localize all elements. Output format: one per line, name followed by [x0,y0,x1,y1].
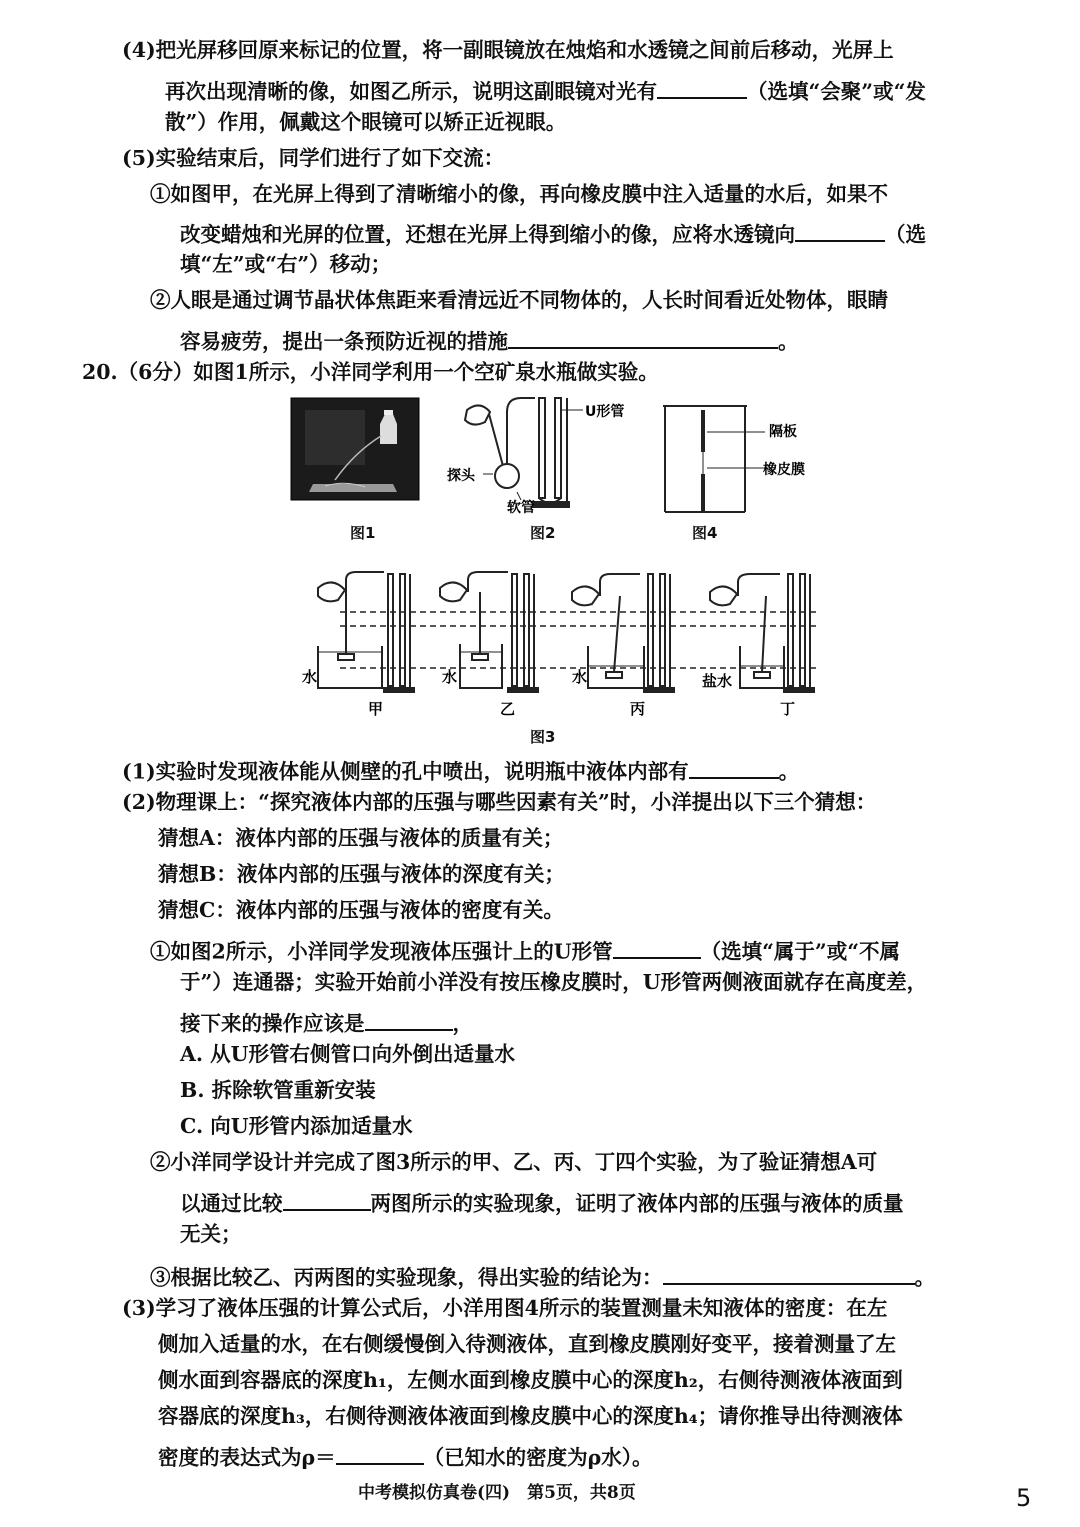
text: 。 [778,759,800,784]
partition-label: 隔板 [769,424,797,440]
text: 。 [778,329,799,354]
q20-guess-b: 猜想B：液体内部的压强与液体的深度有关； [158,862,565,886]
caption-yi: 乙 [500,700,516,718]
caption-bing: 丙 [630,700,646,718]
q20-s1-line3 [180,1008,473,1034]
text: ①如图2所示，小洋同学发现液体压强计上的U形管 [150,939,613,964]
text: （选 [885,222,926,247]
q20-s2-line1: ②小洋同学设计并完成了图3所示的甲、乙、丙、丁四个实验，为了验证猜想A可 [150,1150,878,1174]
water-label-jia: 水 [302,668,318,686]
fig4-caption: 图4 [692,524,718,542]
q20-p3-line2: 侧加入适量的水，在右侧缓慢倒入待测液体，直到橡皮膜刚好变平，接着测量了左 [158,1332,896,1356]
text: (1)实验时发现液体能从侧壁的孔中喷出，说明瓶中液体内部有 [122,759,689,784]
q20-title: 20.（6分）如图1所示，小洋同学利用一个空矿泉水瓶做实验。 [82,360,659,384]
text: （已知水的密度为ρ水）。 [423,1445,653,1470]
option-b: B. 拆除软管重新安装 [180,1078,376,1102]
q19-p5a-line3: 填“左”或“右”）移动； [180,252,392,276]
fig2-manometer [465,398,583,507]
probe-label: 探头 [447,468,475,484]
setup-bing [572,574,674,692]
q20-guess-c: 猜想C：液体内部的压强与液体的密度有关。 [158,898,564,922]
text: （选填“会聚”或“发 [747,79,926,104]
q19-p4-line1: (4)把光屏移回原来标记的位置，将一副眼镜放在烛焰和水透镜之间前后移动，光屏上 [122,38,894,62]
q20-p3-line3: 侧水面到容器底的深度h₁，左侧水面到橡皮膜中心的深度h₂，右侧待测液体液面到 [158,1368,903,1392]
q19-p5b-line1: ②人眼是通过调节晶状体焦距来看清远近不同物体的，人长时间看近处物体，眼睛 [150,288,888,312]
caption-jia: 甲 [368,700,384,718]
text: 容易疲劳，提出一条预防近视的措施 [180,329,508,354]
text: ③根据比较乙、丙两图的实验现象，得出实验的结论为： [150,1265,663,1290]
answer-blank[interactable] [613,936,701,959]
fig1-caption: 图1 [350,524,376,542]
fig3-experiments [290,568,830,720]
q20-p1 [122,756,799,782]
q20-s1-line1 [150,936,900,962]
answer-blank[interactable] [657,76,747,99]
answer-blank[interactable] [663,1262,915,1285]
q20-p2: (2)物理课上：“探究液体内部的压强与哪些因素有关”时，小洋提出以下三个猜想： [122,790,877,814]
membrane-label: 橡皮膜 [763,462,805,478]
fig3-caption: 图3 [530,728,556,746]
fig2-caption: 图2 [530,524,556,542]
fig4-container [663,406,765,512]
q19-p4-line2 [165,76,926,102]
answer-blank[interactable] [795,219,885,242]
q19-p5-line1: (5)实验结束后，同学们进行了如下交流： [122,146,505,170]
q19-p5a-line2 [180,219,926,245]
q19-p5a-line1: ①如图甲，在光屏上得到了清晰缩小的像，再向橡皮膜中注入适量的水后，如果不 [150,182,888,206]
figures-top-row [285,392,825,540]
option-a: A. 从U形管右侧管口向外倒出适量水 [180,1042,516,1066]
water-label-yi: 水 [442,668,458,686]
option-c: C. 向U形管内添加适量水 [180,1114,413,1138]
answer-blank[interactable] [689,756,779,779]
answer-blank[interactable] [365,1008,453,1031]
text: （选填“属于”或“不属 [700,939,901,964]
u-tube-label: U形管 [585,404,625,420]
text: 接下来的操作应该是 [180,1011,365,1036]
salt-water-label: 盐水 [702,672,733,690]
water-label-bing: 水 [572,668,588,686]
text: ， [452,1011,473,1036]
q20-s2-line2 [180,1188,904,1214]
page-number: 5 [1016,1484,1032,1512]
text: 两图所示的实验现象，证明了液体内部的压强与液体的质量 [370,1191,904,1216]
q20-p3-line5 [158,1442,653,1468]
text: 再次出现清晰的像，如图乙所示，说明这副眼镜对光有 [165,79,657,104]
q20-s1-line2: 于”）连通器；实验开始前小洋没有按压橡皮膜时，U形管两侧液面就存在高度差， [180,970,928,994]
text: 密度的表达式为ρ＝ [158,1445,336,1470]
answer-blank[interactable] [508,326,778,349]
text: 。 [914,1265,935,1290]
answer-blank[interactable] [283,1188,371,1211]
q19-p5b-line2 [180,326,799,352]
caption-ding: 丁 [780,700,796,718]
answer-blank[interactable] [336,1442,424,1465]
q20-p3-line4: 容器底的深度h₃，右侧待测液体液面到橡皮膜中心的深度h₄；请你推导出待测液体 [158,1404,903,1428]
page-footer: 中考模拟仿真卷(四) 第5页，共8页 [358,1483,636,1503]
text: 以通过比较 [180,1191,283,1216]
q20-s2-line3: 无关； [180,1222,242,1246]
hose-label: 软管 [507,500,535,516]
setup-jia [318,572,414,692]
fig1-photo [291,398,419,500]
q19-p4-line3: 散”）作用，佩戴这个眼镜可以矫正近视眼。 [165,110,567,134]
q20-p3-line1: (3)学习了液体压强的计算公式后，小洋用图4所示的装置测量未知液体的密度：在左 [122,1296,888,1320]
q20-s3 [150,1262,935,1288]
q20-guess-a: 猜想A：液体内部的压强与液体的质量有关； [158,826,564,850]
text: 改变蜡烛和光屏的位置，还想在光屏上得到缩小的像，应将水透镜向 [180,222,795,247]
